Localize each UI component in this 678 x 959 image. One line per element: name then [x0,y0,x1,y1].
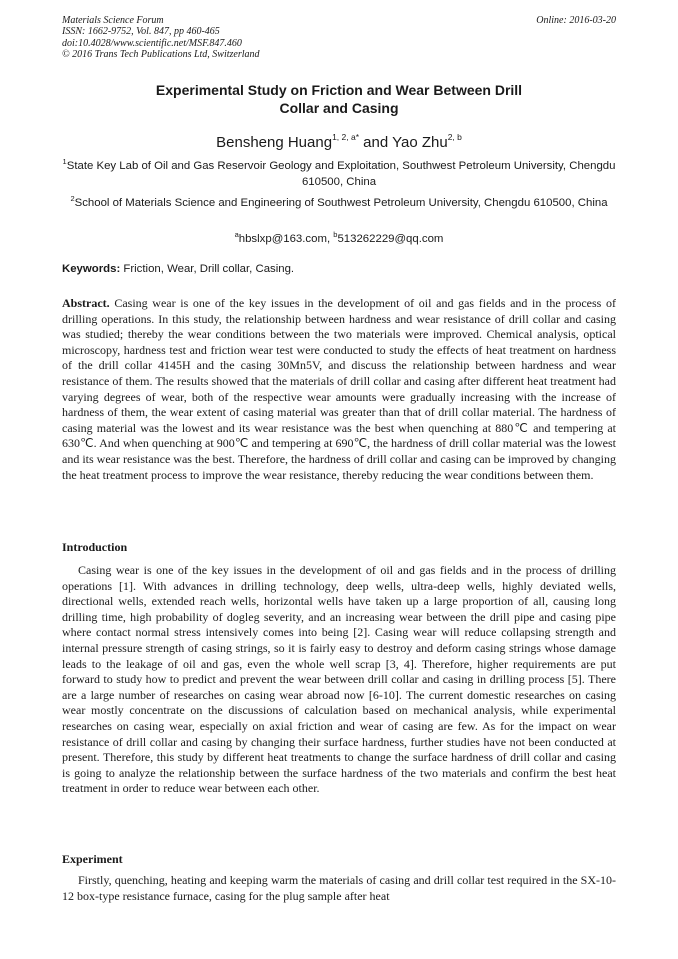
abstract-label: Abstract. [62,296,110,310]
email-b-mark: b [333,230,338,239]
affiliation-2 [62,191,616,212]
introduction-paragraph: Casing wear is one of the key issues in the development of oil and gas fields and in the process of drilling operations [1]. With advances in drilling technology, deep wells, ultra-deep wells, highly deviated wells, directional wells, extended reach wells, horizontal wells have taken up a large proportion of all, causing long drilling time, high probability of dogleg severity, and an increasing wear between the drill pipe and casing pipe where contact normal stress intensively comes into being [2]. Casing wear will reduce collapsing strength and internal pressure strength of casing strings, so it is fairly easy to destroy and deform casing strings whose damage leads to the leakage of oil and gas, even the whole well scrap [3, 4]. Therefore, higher requirements are put forward to study how to predict and prevent the wear between drill collar and casing in drilling process [5]. There are a large number of researches on casing wear abroad now [6-10]. The current domestic researches on casing wear mostly concentrate on the discussions of calculation based on mechanical analysis, while experimental researches on casing wear, especially on axial friction and wear of casing are few. As for the impact on wear resistance of drill collar and casing by changing their surface hardness, further studies have not been conducted at present. Therefore, this study by different heat treatments to change the surface hardness of drill collar and casing is going to analyze the relationship between the surface hardness of the two materials and confirm the best heat treatment in order to reduce wear between each other. [62,563,616,796]
email-separator: , [326,233,334,245]
paper-title [62,82,616,117]
experiment-heading: Experiment [62,852,123,866]
author-2: Yao Zhu [392,134,448,151]
affiliation-1-text: State Key Lab of Oil and Gas Reservoir Geology and Exploitation, Southwest Petroleum University, Chengdu 610500, China [66,160,616,188]
email-b[interactable]: 513262229@qq.com [337,233,444,245]
journal-header [62,15,260,60]
abstract [62,296,616,483]
online-date: Online: 2016-03-20 [536,15,616,26]
copyright-line: © 2016 Trans Tech Publications Ltd, Switzerland [62,48,260,60]
title-line-1: Experimental Study on Friction and Wear Between Drill [155,82,523,98]
affiliation-2-mark: 2 [70,194,75,203]
affiliation-1-mark: 1 [62,157,67,166]
journal-name: Materials Science Forum [62,15,164,26]
author-conjunction: and [359,134,393,151]
abstract-text: Casing wear is one of the key issues in the development of oil and gas fields and in the process of drilling operations. In this study, the relationship between hardness and wear resistance of drill collar and casing was studied; thereby the wear conditions between the two materials were improved. Chemical analysis, optical microscopy, hardness test and friction wear test were conducted to study the effects of heat treatment on hardness of the drill collar 4145H and the casing 30Mn5V, and discuss the relationship between hardness and wear resistance of them. The results showed that the materials of drill collar and casing after different heat treatment had varying degrees of wear, both of the respective wear amounts were gradually increasing with the increase of hardness of them, the wear extent of casing material was greater than that of drill collar material. The hardness of casing material was the lowest and its wear resistance was the best when quenching at 880℃ and tempering at 630℃. And when quenching at 900℃ and tempering at 690℃, the hardness of drill collar material was the lowest and its wear resistance was the best. Therefore, the hardness of drill collar and casing can be improved by changing the heat treatment process to improve the wear resistance, thereby reducing the wear conditions between them. [62,296,616,482]
experiment-paragraph: Firstly, quenching, heating and keeping warm the materials of casing and drill collar test required in the SX-10-12 box-type resistance furnace, casing for the plug sample after heat [62,873,616,903]
email-a[interactable]: hbslxp@163.com [238,233,327,245]
author-emails [62,227,616,248]
doi-line: doi:10.4028/www.scientific.net/MSF.847.460 [62,37,242,49]
email-a-mark: a [234,230,239,239]
title-line-2: Collar and Casing [279,99,399,116]
affiliation-2-text: School of Materials Science and Engineering of Southwest Petroleum University, Chengdu 610500, China [74,197,608,209]
keywords-label: Keywords: [62,263,121,275]
author-list [62,128,616,152]
author-1: Bensheng Huang [216,134,333,151]
keywords-text: Friction, Wear, Drill collar, Casing. [120,263,295,275]
affiliation-1 [62,154,616,190]
author-1-affil: 1, 2, a* [332,132,359,142]
keywords [62,262,616,277]
introduction-heading: Introduction [62,540,128,554]
author-2-affil: 2, b [447,132,462,142]
issn-line: ISSN: 1662-9752, Vol. 847, pp 460-465 [62,26,220,38]
